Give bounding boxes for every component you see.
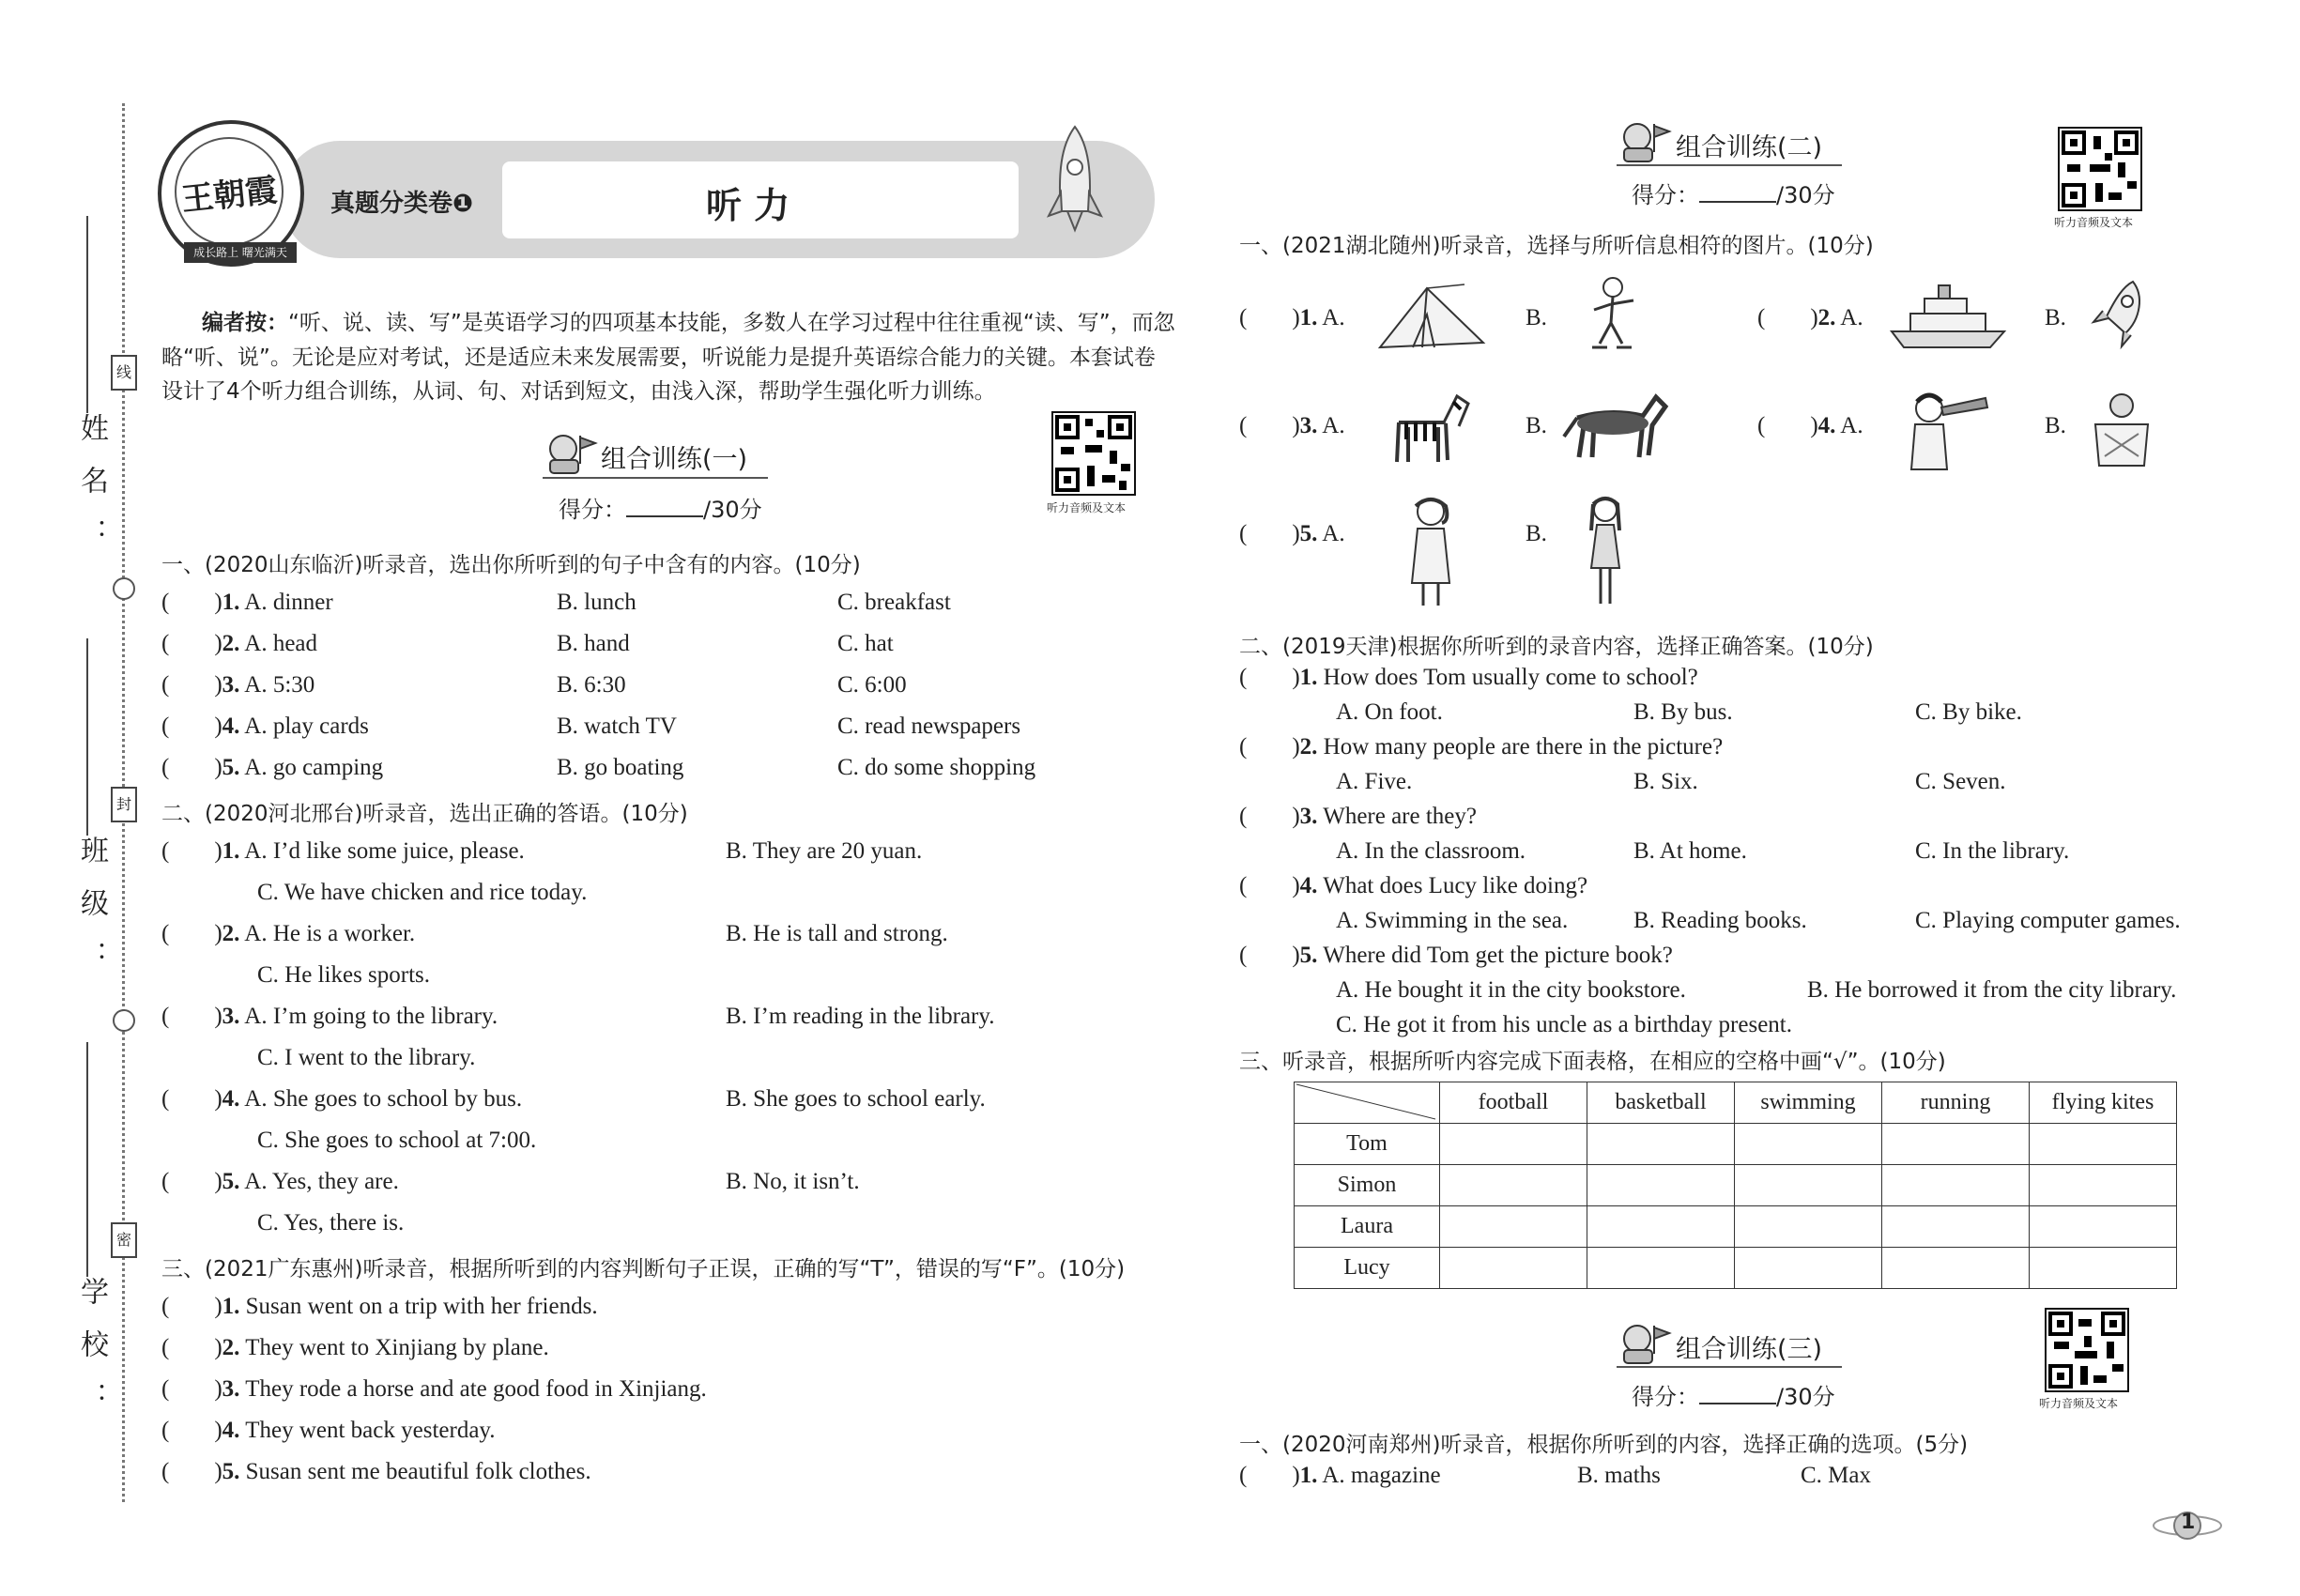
set1-title-underline: [543, 477, 768, 479]
table-cell[interactable]: [1587, 1206, 1735, 1248]
statement: They rode a horse and ate good food in Xinjiang.: [245, 1376, 707, 1402]
list-item: ( )4. A. She goes to school by bus.: [161, 1086, 523, 1112]
diagonal-line-icon: [1295, 1082, 1437, 1121]
set1-part3-heading: 三、(2021广东惠州)听录音，根据所听到的内容判断句子正误，正确的写“T”，错误的写“F”。(10分): [161, 1257, 1126, 1281]
row-header: Lucy: [1295, 1248, 1440, 1289]
set3-title-underline: [1617, 1366, 1842, 1368]
list-item: ( )4. What does Lucy like doing?: [1239, 873, 1588, 898]
table-cell[interactable]: [2030, 1248, 2177, 1289]
question-text: Where are they?: [1323, 804, 1477, 829]
list-item: ( )3. A. I’m going to the library.: [161, 1004, 498, 1029]
table-row: [1295, 1165, 2177, 1206]
qr-code-set1[interactable]: [1051, 411, 1136, 496]
score-label: 得分：: [559, 497, 626, 523]
list-item: ( )4. They went back yesterday.: [161, 1418, 496, 1443]
question-number: 3.: [222, 672, 240, 698]
list-item: ( )1. A. dinner: [161, 590, 333, 615]
option-c: C. 6:00: [837, 672, 907, 698]
editor-note-line-1: [202, 305, 1175, 336]
editor-note-label: 编者按：: [202, 311, 288, 335]
set3-score: [1632, 1378, 1835, 1411]
question-number: 1.: [222, 590, 240, 615]
horse-icon: [1558, 390, 1671, 465]
question-number: 2.: [222, 631, 240, 656]
tent-icon: [1371, 277, 1493, 357]
statement: Susan sent me beautiful folk clothes.: [245, 1459, 591, 1484]
option-b: B.: [2045, 305, 2066, 330]
option-c: C. He got it from his uncle as a birthday present.: [1336, 1012, 1792, 1037]
question-text: What does Lucy like doing?: [1323, 873, 1588, 898]
question-number: 1.: [1299, 305, 1318, 330]
list-item: ( )1. How does Tom usually come to school?: [1239, 665, 1698, 690]
score-label: 得分：: [1632, 1384, 1699, 1410]
list-item: ( )3. A. 5:30: [161, 672, 315, 698]
option-a: A. magazine: [1322, 1463, 1441, 1488]
boy-skating-icon: [1577, 274, 1652, 361]
score-blank[interactable]: [1699, 201, 1776, 203]
row-header: Simon: [1295, 1165, 1440, 1206]
option-a: A. Yes, they are.: [244, 1169, 399, 1194]
name-blank: [86, 216, 88, 413]
binding-mark-seal: 封: [111, 787, 137, 822]
table-cell[interactable]: [2030, 1124, 2177, 1165]
score-label: 得分：: [1632, 182, 1699, 208]
score-total: /30分: [1776, 182, 1835, 208]
option-a: A. She goes to school by bus.: [244, 1086, 523, 1112]
table-row: [1295, 1248, 2177, 1289]
option-a: A. Swimming in the sea.: [1336, 908, 1569, 933]
column-header: running: [1882, 1082, 2030, 1124]
question-number: 4.: [1817, 413, 1836, 438]
column-header: swimming: [1735, 1082, 1882, 1124]
statement: They went back yesterday.: [245, 1418, 496, 1443]
school-blank: [86, 1042, 88, 1277]
score-blank[interactable]: [1699, 1403, 1776, 1404]
option-a: A. dinner: [244, 590, 333, 615]
table-cell[interactable]: [1882, 1165, 2030, 1206]
option-b: B. I’m reading in the library.: [726, 1004, 995, 1029]
astronaut-icon: [1617, 1322, 1673, 1365]
table-cell[interactable]: [2030, 1206, 2177, 1248]
question-number: 4.: [222, 714, 240, 739]
option-c: C. Playing computer games.: [1915, 908, 2181, 933]
table-row: [1295, 1206, 2177, 1248]
table-cell[interactable]: [1587, 1165, 1735, 1206]
option-a: A. On foot.: [1336, 699, 1443, 725]
qr-caption-set3: 听力音频及文本: [2039, 1397, 2119, 1410]
table-cell[interactable]: [1735, 1124, 1882, 1165]
editor-note-line-3: 设计了4个听力组合训练，从词、句、对话到短文，由浅入深，帮助学生强化听力训练。: [161, 379, 996, 404]
option-c: C. Max: [1801, 1463, 1871, 1488]
list-item: ( )1. A.: [1239, 305, 1345, 330]
option-b: B. Reading books.: [1633, 908, 1807, 933]
series-label: 真题分类卷❶: [330, 190, 474, 218]
qr-pattern-icon: [1053, 413, 1134, 494]
question-number: 4.: [222, 1418, 240, 1443]
set3-title: 组合训练(三): [1676, 1335, 1823, 1364]
row-header: Tom: [1295, 1124, 1440, 1165]
table-cell[interactable]: [1882, 1124, 2030, 1165]
table-cell[interactable]: [1440, 1248, 1587, 1289]
set3-part1-heading: 一、(2020河南郑州)听录音，根据你所听到的内容，选择正确的选项。(5分): [1239, 1433, 1969, 1457]
question-number: 4.: [222, 1086, 240, 1112]
binding-mark-line: 线: [111, 355, 137, 391]
option-b: B.: [1526, 305, 1547, 330]
score-total: /30分: [1776, 1384, 1835, 1410]
option-c: C. He likes sports.: [257, 962, 431, 988]
option-c: C. In the library.: [1915, 838, 2070, 864]
ship-icon: [1887, 280, 2009, 355]
option-b: B.: [1526, 521, 1547, 546]
table-cell[interactable]: [1440, 1165, 1587, 1206]
question-number: 2.: [1817, 305, 1836, 330]
binding-hole: [113, 577, 135, 600]
option-a: A. I’m going to the library.: [244, 1004, 498, 1029]
list-item: ( )5. Susan sent me beautiful folk clothes.: [161, 1459, 591, 1484]
option-c: C. Yes, there is.: [257, 1210, 405, 1235]
editor-note-text: “听、说、读、写”是英语学习的四项基本技能，多数人在学习过程中往往重视“读、写”，而忽: [288, 311, 1175, 335]
row-header: Laura: [1295, 1206, 1440, 1248]
list-item: ( )2. They went to Xinjiang by plane.: [161, 1335, 549, 1360]
table-cell[interactable]: [1735, 1165, 1882, 1206]
editor-note-line-2: 略“听、说”。无论是应对考试，还是适应未来发展需要，听说能力是提升英语综合能力的关键。本套试卷: [161, 345, 1156, 370]
question-number: 1.: [1299, 1463, 1318, 1488]
question-number: 5.: [222, 755, 240, 780]
sports-table: [1294, 1082, 2177, 1289]
statement: Susan went on a trip with her friends.: [245, 1294, 598, 1319]
table-cell[interactable]: [1735, 1248, 1882, 1289]
option-a: A. play cards: [244, 714, 369, 739]
column-header: flying kites: [2030, 1082, 2177, 1124]
school-label: 学校：: [75, 1277, 108, 1435]
qr-caption-set1: 听力音频及文本: [1047, 501, 1127, 514]
option-b: B. They are 20 yuan.: [726, 838, 923, 864]
set1-part2-heading: 二、(2020河北邢台)听录音，选出正确的答语。(10分): [161, 802, 688, 826]
list-item: ( )3. They rode a horse and ate good food in Xinjiang.: [161, 1376, 707, 1402]
list-item: ( )3. A.: [1239, 413, 1345, 438]
option-c: C. By bike.: [1915, 699, 2022, 725]
set2-score: [1632, 176, 1835, 209]
table-cell[interactable]: [1735, 1206, 1882, 1248]
question-number: 1.: [222, 1294, 240, 1319]
question-number: 3.: [1299, 804, 1318, 829]
question-number: 5.: [222, 1459, 240, 1484]
option-c: C. read newspapers: [837, 714, 1021, 739]
question-number: 5.: [222, 1169, 240, 1194]
option-b: B. She goes to school early.: [726, 1086, 986, 1112]
option-a: A.: [1840, 413, 1863, 438]
list-item: ( )1. A. magazine: [1239, 1463, 1441, 1488]
question-text: Where did Tom get the picture book?: [1323, 943, 1673, 968]
set2-part3-heading: 三、听录音，根据所听内容完成下面表格，在相应的空格中画“√”。(10分): [1239, 1050, 1946, 1074]
option-c: C. I went to the library.: [257, 1045, 476, 1070]
option-a: A.: [1322, 413, 1345, 438]
table-cell[interactable]: [1882, 1206, 2030, 1248]
tree-planet-icon: [2086, 387, 2156, 471]
score-blank[interactable]: [626, 515, 703, 517]
option-a: A.: [1322, 521, 1345, 546]
question-number: 1.: [1299, 665, 1318, 690]
set2-title-underline: [1617, 164, 1842, 166]
option-a: A. I’d like some juice, please.: [244, 838, 525, 864]
list-item: ( )5. Where did Tom get the picture book?: [1239, 943, 1673, 968]
table-header-row: [1295, 1082, 2177, 1124]
set2-part1-heading: 一、(2021湖北随州)听录音，选择与所听信息相符的图片。(10分): [1239, 234, 1874, 258]
table-row: [1295, 1124, 2177, 1165]
option-c: C. do some shopping: [837, 755, 1036, 780]
question-number: 5.: [1299, 943, 1318, 968]
girl-icon: [1582, 493, 1629, 610]
class-blank: [86, 638, 88, 836]
option-a: A. He is a worker.: [244, 921, 416, 946]
list-item: ( )5. A. Yes, they are.: [161, 1169, 399, 1194]
man-with-telescope-icon: [1896, 385, 2000, 474]
list-item: ( )2. A. He is a worker.: [161, 921, 416, 946]
option-c: C. We have chicken and rice today.: [257, 880, 588, 905]
list-item: ( )3. Where are they?: [1239, 804, 1477, 829]
table-cell[interactable]: [1440, 1124, 1587, 1165]
score-total: /30分: [703, 497, 762, 523]
astronaut-icon: [1617, 120, 1673, 163]
option-a: A. 5:30: [244, 672, 315, 698]
option-c: C. She goes to school at 7:00.: [257, 1128, 537, 1153]
page-number: 1: [2181, 1511, 2196, 1534]
option-b: B. He is tall and strong.: [726, 921, 948, 946]
list-item: ( )2. How many people are there in the picture?: [1239, 734, 1724, 760]
set2-title: 组合训练(二): [1676, 133, 1823, 162]
list-item: ( )2. A.: [1757, 305, 1863, 330]
question-number: 2.: [1299, 734, 1318, 760]
option-c: C. Seven.: [1915, 769, 2006, 794]
option-b: B. Six.: [1633, 769, 1698, 794]
list-item: ( )5. A.: [1239, 521, 1345, 546]
set1-part1-heading: 一、(2020山东临沂)听录音，选出你所听到的句子中含有的内容。(10分): [161, 553, 861, 577]
option-c: C. breakfast: [837, 590, 951, 615]
option-a: A. He bought it in the city bookstore.: [1336, 977, 1686, 1003]
qr-code-set3[interactable]: [2045, 1308, 2129, 1392]
qr-code-set2[interactable]: [2058, 127, 2142, 211]
binding-hole: [113, 1009, 135, 1032]
logo-text: 王朝霞: [179, 171, 280, 220]
option-a: A. In the classroom.: [1336, 838, 1526, 864]
zebra-icon: [1380, 385, 1474, 474]
option-b: B. 6:30: [557, 672, 626, 698]
option-b: B. By bus.: [1633, 699, 1733, 725]
qr-caption-set2: 听力音频及文本: [2054, 216, 2134, 229]
set1-score: [559, 491, 762, 524]
list-item: ( )5. A. go camping: [161, 755, 384, 780]
option-b: B.: [2045, 413, 2066, 438]
qr-pattern-icon: [2047, 1310, 2127, 1390]
table-cell[interactable]: [1440, 1206, 1587, 1248]
list-item: ( )4. A.: [1757, 413, 1863, 438]
set2-part2-heading: 二、(2019天津)根据你所听到的录音内容，选择正确答案。(10分): [1239, 635, 1874, 659]
logo-ribbon: 成长路上 曙光满天: [184, 242, 297, 263]
column-header: football: [1440, 1082, 1587, 1124]
name-label: 姓名：: [75, 413, 108, 571]
list-item: ( )1. A. I’d like some juice, please.: [161, 838, 525, 864]
question-number: 3.: [1299, 413, 1318, 438]
statement: They went to Xinjiang by plane.: [245, 1335, 549, 1360]
option-c: C. hat: [837, 631, 894, 656]
option-a: A. go camping: [244, 755, 384, 780]
qr-pattern-icon: [2060, 129, 2140, 209]
option-b: B. go boating: [557, 755, 684, 780]
option-a: A. head: [244, 631, 318, 656]
list-item: ( )1. Susan went on a trip with her friends.: [161, 1294, 598, 1319]
table-cell[interactable]: [2030, 1165, 2177, 1206]
question-number: 3.: [222, 1376, 240, 1402]
list-item: ( )4. A. play cards: [161, 714, 369, 739]
list-item: ( )2. A. head: [161, 631, 318, 656]
question-text: How does Tom usually come to school?: [1323, 665, 1698, 690]
question-number: 5.: [1299, 521, 1318, 546]
option-a: A.: [1322, 305, 1345, 330]
table-cell[interactable]: [1587, 1124, 1735, 1165]
question-text: How many people are there in the picture?: [1323, 734, 1724, 760]
old-woman-icon: [1399, 493, 1464, 610]
column-header: basketball: [1587, 1082, 1735, 1124]
rocket-icon: [2086, 277, 2152, 357]
rocket-icon: [1037, 122, 1112, 235]
option-b: B. hand: [557, 631, 630, 656]
option-b: B. maths: [1577, 1463, 1661, 1488]
option-a: A. Five.: [1336, 769, 1413, 794]
option-b: B. He borrowed it from the city library.: [1807, 977, 2177, 1003]
class-label: 班级：: [75, 836, 108, 993]
option-b: B. At home.: [1633, 838, 1747, 864]
question-number: 4.: [1299, 873, 1318, 898]
option-b: B. lunch: [557, 590, 636, 615]
question-number: 2.: [222, 1335, 240, 1360]
table-cell[interactable]: [1882, 1248, 2030, 1289]
question-number: 3.: [222, 1004, 240, 1029]
question-number: 1.: [222, 838, 240, 864]
page-title: 听 力: [706, 185, 790, 226]
binding-mark-secret: 密: [111, 1222, 137, 1258]
set1-title: 组合训练(一): [601, 445, 748, 474]
option-b: B.: [1526, 413, 1547, 438]
option-a: A.: [1840, 305, 1863, 330]
astronaut-icon: [543, 432, 599, 475]
table-cell[interactable]: [1587, 1248, 1735, 1289]
option-b: B. watch TV: [557, 714, 677, 739]
table-corner-cell: [1295, 1082, 1440, 1124]
option-b: B. No, it isn’t.: [726, 1169, 860, 1194]
question-number: 2.: [222, 921, 240, 946]
